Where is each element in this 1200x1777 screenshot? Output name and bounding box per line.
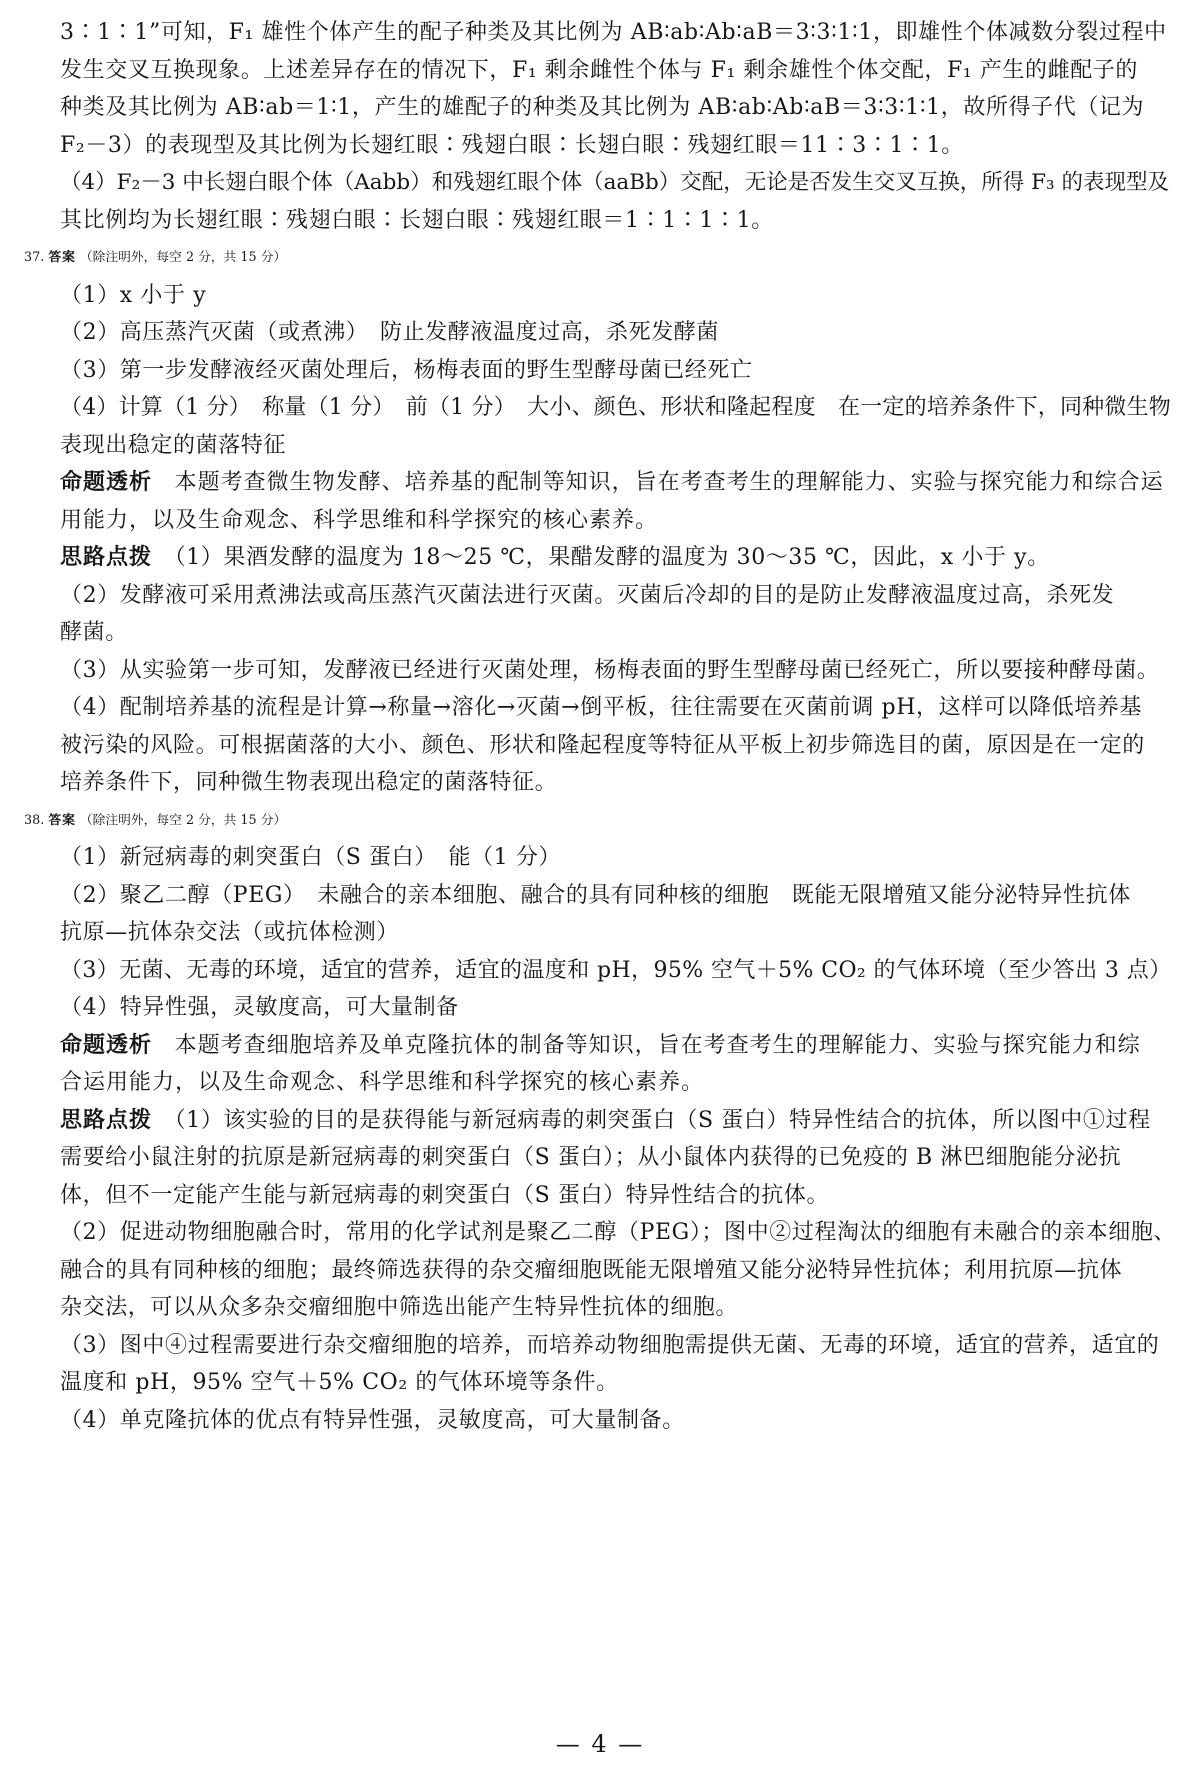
- answer-line: （1）x 小于 y: [60, 282, 207, 308]
- answer-line: （3）无菌、无毒的环境，适宜的营养，适宜的温度和 pH，95% 空气＋5% CO₂ 的气体环境（至少答出 3 点）: [60, 957, 1172, 983]
- hint-text: （1）果酒发酵的温度为 18～25 ℃，果醋发酵的温度为 30～35 ℃，因此，x 小于 y。: [174, 545, 1050, 570]
- hint-text: （4）配制培养基的流程是计算→称量→溶化→灭菌→倒平板，往往需要在灭菌前调 pH，这样可以降低培养基: [60, 695, 1142, 720]
- text-line: 种类及其比例为 AB∶ab＝1∶1，产生的雄配子的种类及其比例为 AB∶ab∶Ab∶aB＝3∶3∶1∶1，故所得子代（记为: [60, 95, 1145, 120]
- hint-text: （2）促进动物细胞融合时，常用的化学试剂是聚乙二醇（PEG）；图中②过程淘汰的细胞有未融合的亲本细胞、: [60, 1220, 1177, 1245]
- text-line: 其比例均为长翅红眼∶残翅白眼∶长翅白眼∶残翅红眼＝1∶1∶1∶1。: [60, 207, 774, 233]
- question-37: [24, 239, 1178, 802]
- insight-text: 合运用能力，以及生命观念、科学思维和科学探究的核心素养。: [60, 1070, 705, 1095]
- hint-line: [60, 539, 1178, 577]
- insight-label: 命题透析: [60, 470, 153, 495]
- text-line: F₂－3）的表现型及其比例为长翅红眼∶残翅白眼∶长翅白眼∶残翅红眼＝11∶3∶1∶1。: [60, 132, 964, 158]
- insight-label: 命题透析: [60, 1032, 153, 1058]
- answer-line: （3）第一步发酵液经灭菌处理后，杨梅表面的野生型酵母菌已经死亡: [60, 357, 753, 383]
- question-38: [24, 802, 1178, 1440]
- hint-text: 酵菌。: [60, 620, 128, 645]
- hint-text: 需要给小鼠注射的抗原是新冠病毒的刺突蛋白（S 蛋白）；从小鼠体内获得的已免疫的 B 淋巴细胞能分泌抗: [60, 1145, 1122, 1170]
- question-number: 37.: [24, 250, 45, 265]
- answer-line: （2）高压蒸汽灭菌（或煮沸） 防止发酵液温度过高，杀死发酵菌: [60, 320, 719, 345]
- answer-label: 答案: [48, 250, 76, 265]
- hint-label: 思路点拨: [60, 545, 153, 570]
- answer-line: （4）特异性强，灵敏度高，可大量制备: [60, 995, 459, 1020]
- text-line: （4）F₂－3 中长翅白眼个体（Aabb）和残翅红眼个体（aaBb）交配，无论是否发生交叉互换，所得 F₃ 的表现型及: [60, 170, 1170, 195]
- hint-text: （3）图中④过程需要进行杂交瘤细胞的培养，而培养动物细胞需提供无菌、无毒的环境，适宜的营养，适宜的: [60, 1332, 1160, 1358]
- hint-text: （1）该实验的目的是获得能与新冠病毒的刺突蛋白（S 蛋白）特异性结合的抗体，所以图中①过程: [174, 1107, 1151, 1133]
- hint-line: [60, 1102, 1178, 1140]
- answer-line: （4）计算（1 分） 称量（1 分） 前（1 分） 大小、颜色、形状和隆起程度 在一定的培养条件下，同种微生物: [60, 395, 1171, 420]
- answer-label: 答案: [48, 812, 76, 828]
- text-line: 3∶1∶1”可知，F₁ 雄性个体产生的配子种类及其比例为 AB∶ab∶Ab∶aB＝3∶3∶1∶1，即雄性个体减数分裂过程中: [60, 20, 1167, 45]
- insight-text: 本题考查微生物发酵、培养基的配制等知识，旨在考查考生的理解能力、实验与探究能力和综合运: [174, 470, 1164, 495]
- insight-line: [60, 1027, 1178, 1065]
- hint-label: 思路点拨: [60, 1107, 153, 1133]
- question-number: 38.: [24, 812, 45, 828]
- insight-text: 本题考查细胞培养及单克隆抗体的制备等知识，旨在考查考生的理解能力、实验与探究能力和综: [174, 1032, 1141, 1058]
- hint-text: （4）单克隆抗体的优点有特异性强，灵敏度高，可大量制备。: [60, 1407, 685, 1433]
- answer-line: 抗原—抗体杂交法（或抗体检测）: [60, 920, 400, 945]
- q36-continuation: [60, 14, 1178, 239]
- hint-text: （2）发酵液可采用煮沸法或高压蒸汽灭菌法进行灭菌。灭菌后冷却的目的是防止发酵液温度过高，杀死发: [60, 582, 1115, 608]
- insight-line: [60, 464, 1178, 502]
- text-line: 发生交叉互换现象。上述差异存在的情况下，F₁ 剩余雌性个体与 F₁ 剩余雄性个体交配，F₁ 产生的雌配子的: [60, 57, 1139, 83]
- hint-text: 温度和 pH，95% 空气＋5% CO₂ 的气体环境等条件。: [60, 1370, 619, 1395]
- answer-header: [24, 239, 1178, 277]
- answer-line: （1）新冠病毒的刺突蛋白（S 蛋白） 能（1 分）: [60, 845, 562, 870]
- answer-line: （2）聚乙二醇（PEG） 未融合的亲本细胞、融合的具有同种核的细胞 既能无限增殖又能分泌特异性抗体: [60, 882, 1131, 908]
- score-note: （除注明外，每空 2 分，共 15 分）: [79, 250, 287, 265]
- page-number: — 4 —: [555, 1730, 645, 1758]
- hint-text: 体，但不一定能产生能与新冠病毒的刺突蛋白（S 蛋白）特异性结合的抗体。: [60, 1182, 830, 1208]
- hint-text: 被污染的风险。可根据菌落的大小、颜色、形状和隆起程度等特征从平板上初步筛选目的菌，原因是在一定的: [60, 732, 1145, 758]
- hint-text: 杂交法，可以从众多杂交瘤细胞中筛选出能产生特异性抗体的细胞。: [60, 1295, 739, 1320]
- insight-text: 用能力，以及生命观念、科学思维和科学探究的核心素养。: [60, 507, 659, 533]
- answer-header: [24, 802, 1178, 840]
- score-note: （除注明外，每空 2 分，共 15 分）: [79, 812, 287, 828]
- hint-text: 融合的具有同种核的细胞；最终筛选获得的杂交瘤细胞既能无限增殖又能分泌特异性抗体；利用抗原—抗体: [60, 1257, 1123, 1283]
- hint-text: 培养条件下，同种微生物表现出稳定的菌落特征。: [60, 770, 558, 795]
- answer-line: 表现出稳定的菌落特征: [60, 432, 287, 458]
- hint-text: （3）从实验第一步可知，发酵液已经进行灭菌处理，杨梅表面的野生型酵母菌已经死亡，所以要接种酵母菌。: [60, 657, 1160, 683]
